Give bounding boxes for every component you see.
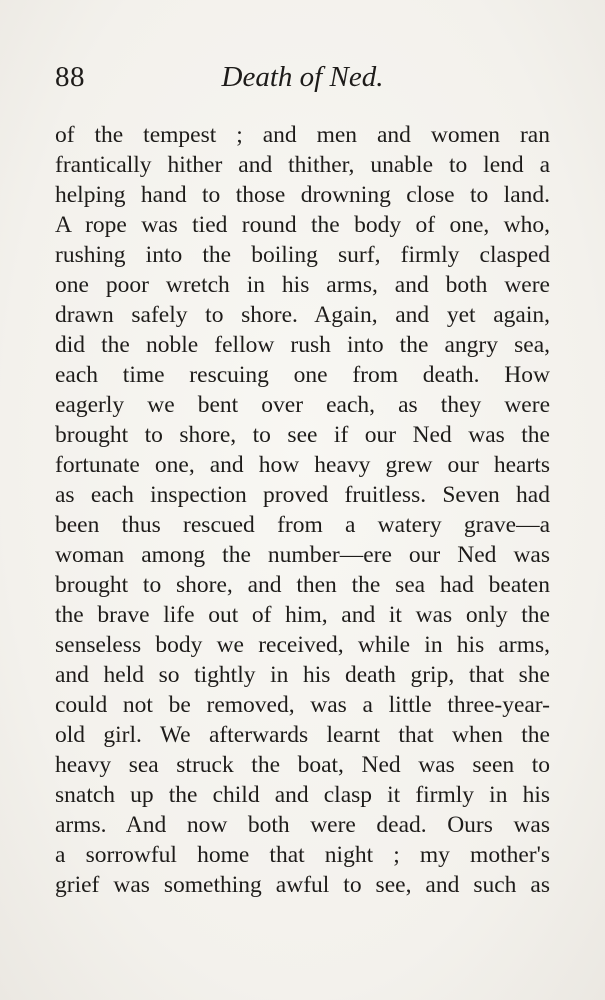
text-line: the brave life out of him, and it was only the [55,602,550,628]
text-line: eagerly we bent over each, as they were [55,392,550,418]
text-line: could not be removed, was a little three-year- [55,692,550,718]
text-line: and held so tightly in his death grip, that she [55,662,550,688]
text-line: fortunate one, and how heavy grew our hearts [55,452,550,478]
text-line: frantically hither and thither, unable to lend a [55,152,550,178]
running-title: Death of Ned. [221,61,384,93]
text-line: helping hand to those drowning close to land. [55,182,550,208]
page-number: 88 [55,61,85,93]
text-line: brought to shore, to see if our Ned was the [55,422,550,448]
text-line: woman among the number—ere our Ned was [55,542,550,568]
text-line: senseless body we received, while in his arms, [55,632,550,658]
text-line: each time rescuing one from death. How [55,362,550,388]
text-line: as each inspection proved fruitless. Seven had [55,482,550,508]
text-line: A rope was tied round the body of one, who, [55,212,550,238]
body-text [55,120,550,900]
text-line: brought to shore, and then the sea had beaten [55,572,550,598]
text-line: one poor wretch in his arms, and both were [55,272,550,298]
text-line: heavy sea struck the boat, Ned was seen to [55,752,550,778]
text-line: grief was something awful to see, and such as [55,872,550,898]
text-line: drawn safely to shore. Again, and yet again, [55,302,550,328]
text-line: did the noble fellow rush into the angry sea, [55,332,550,358]
text-line: of the tempest ; and men and women ran [55,122,550,148]
text-line: arms. And now both were dead. Ours was [55,812,550,838]
text-line: old girl. We afterwards learnt that when the [55,722,550,748]
text-line: been thus rescued from a watery grave—a [55,512,550,538]
text-line: snatch up the child and clasp it firmly in his [55,782,550,808]
text-line: a sorrowful home that night ; my mother's [55,842,550,868]
text-line: rushing into the boiling surf, firmly clasped [55,242,550,268]
